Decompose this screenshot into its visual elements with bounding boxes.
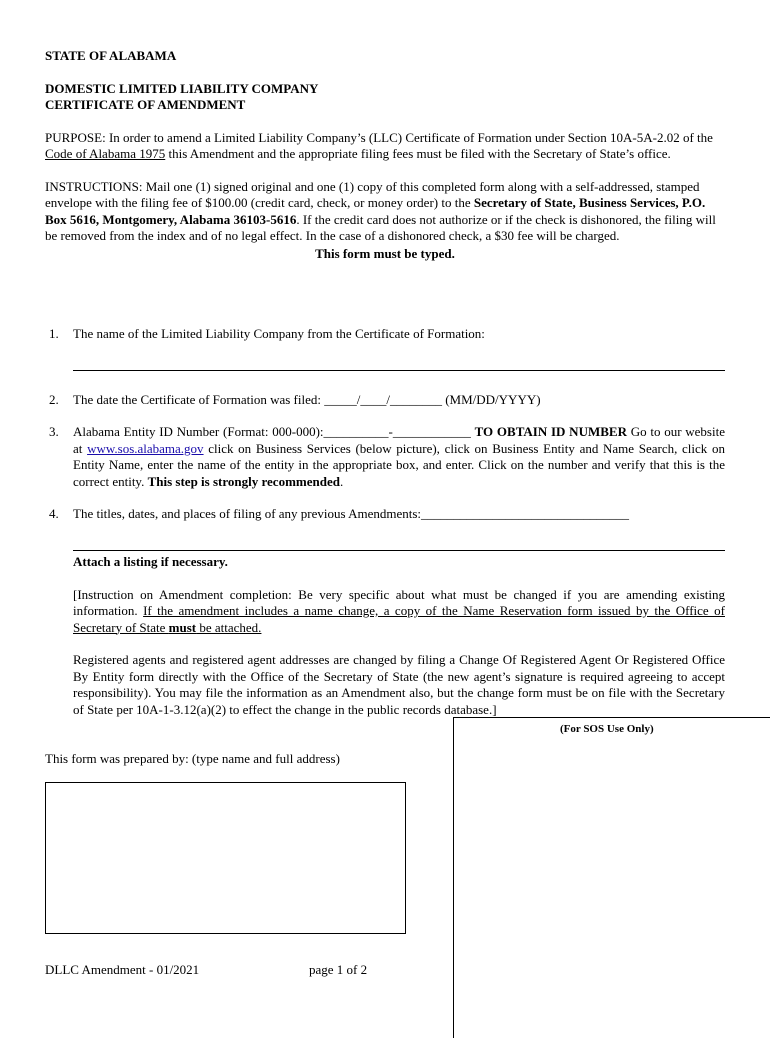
instructions-text-1: INSTRUCTIONS: Mail one (1) signed original and one (1) copy of this completed form along with a self-addressed, stamped envelope with the filing fee of $100.00 (credit card, check, or money order) to the (45, 178, 700, 210)
entity-id-text-b: Go to our website at (73, 424, 725, 456)
sos-website-link[interactable]: www.sos.alabama.gov (87, 440, 204, 456)
strongly-recommended-note: This step is strongly recommended (147, 473, 340, 489)
mailing-address: Secretary of State, Business Services, P.O. Box 5616, Montgomery, Alabama 36103-5616 (45, 195, 706, 227)
page-number: page 1 of 2 (309, 962, 368, 977)
amendment-body (73, 554, 725, 718)
entity-id-text-c: click on Business Services (below picture), click on Business Entity and Name Search, click on Entity Name, enter the name of the entity in the appropriate box, and enter. Click on the number and verify that this is the correct entity. (73, 440, 725, 489)
item-number: 1. (49, 326, 59, 341)
sos-use-only-label: (For SOS Use Only) (560, 723, 654, 735)
attach-note: Attach a listing if necessary. (73, 554, 228, 569)
instructions-text-2: . If the credit card does not authorize or if the check is dishonored, the filing will be removed from the index and of no legal effect. In the case of a dishonored check, a $30 fee will be charged. (45, 211, 716, 243)
preparer-address-box[interactable] (45, 782, 406, 934)
entity-id-text-d: . (339, 473, 344, 489)
amendments-continuation-field[interactable] (73, 550, 725, 551)
purpose-paragraph (45, 130, 725, 163)
amendment-instruction (73, 587, 725, 637)
item-number: 4. (49, 506, 59, 521)
name-change-requirement (73, 603, 725, 635)
form-title-line2: CERTIFICATE OF AMENDMENT (45, 97, 246, 112)
must-emphasis: must (168, 619, 197, 635)
form-id-footer: DLLC Amendment - 01/2021 (45, 962, 200, 977)
entity-id-field[interactable]: Alabama Entity ID Number (Format: 000-000):__________-____________ (73, 424, 475, 439)
item-number: 3. (49, 424, 59, 439)
registered-agent-note: Registered agents and registered agent addresses are changed by filing a Change Of Registered Agent Or Registered Office By Entity form directly with the Office of the Secretary of State (the new agent’s signature is required agreeing to accept responsibility). You may file the information as an Amendment also, but the change form must be on file with the Secretary of State per 10A-1-3.12(a)(2) to effect the change in the public records database.] (73, 652, 725, 717)
name-change-text-a: If the amendment includes a name change, a copy of the Name Reservation form issued by the Office of Secretary of State (73, 603, 725, 635)
obtain-id-heading: TO OBTAIN ID NUMBER (474, 424, 627, 439)
form-header (45, 48, 725, 262)
purpose-text-1: PURPOSE: In order to amend a Limited Liability Company’s (LLC) Certificate of Formation under Section 10A-5A-2.02 of the (45, 129, 713, 145)
entity-id-paragraph (73, 424, 725, 490)
typed-notice: This form must be typed. (315, 245, 455, 261)
name-change-text-b: be attached. (196, 619, 262, 635)
sos-use-only-box (453, 717, 770, 1038)
state-heading: STATE OF ALABAMA (45, 48, 177, 63)
item-number: 2. (49, 392, 59, 407)
purpose-text-2: this Amendment and the appropriate filing fees must be filed with the Secretary of State’s office. (165, 146, 671, 161)
llc-name-field[interactable] (73, 370, 725, 371)
instructions-paragraph (45, 179, 725, 245)
form-title-line1: DOMESTIC LIMITED LIABILITY COMPANY (45, 80, 319, 96)
code-of-alabama-reference: Code of Alabama 1975 (45, 146, 166, 161)
amendment-instruction-text: [Instruction on Amendment completion: Be very specific about what must be changed if you are amending existing information. (73, 586, 725, 618)
prepared-by-label: This form was prepared by: (type name and full address) (45, 751, 340, 766)
previous-amendments-field[interactable]: The titles, dates, and places of filing of any previous Amendments:________________________________ (73, 506, 630, 521)
item-text: The name of the Limited Liability Company from the Certificate of Formation: (73, 326, 485, 341)
formation-date-field[interactable]: The date the Certificate of Formation was filed: _____/____/________ (MM/DD/YYYY) (73, 392, 541, 407)
